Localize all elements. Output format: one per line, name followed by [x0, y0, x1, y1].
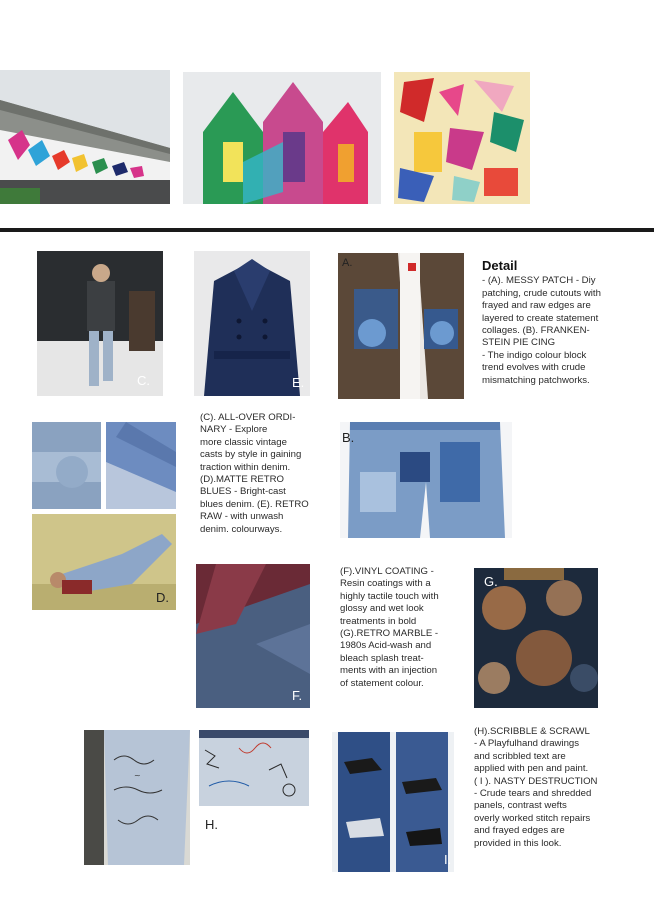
detail-line-4: layered to create statement — [482, 312, 599, 324]
scribble-text-block — [474, 726, 604, 850]
denim-swatch-right — [106, 422, 176, 509]
vinyl-line-7: 1980s Acid-wash and — [340, 640, 432, 652]
image-label-b: B. — [342, 430, 355, 445]
scribble-line-2: - A Playfulhand drawings — [474, 738, 580, 750]
scribble-line-6: - Crude tears and shredded — [474, 788, 592, 800]
detail-line-1: - (A). MESSY PATCH - Diy — [482, 275, 596, 287]
vinyl-line-3: highly tactile touch with — [340, 590, 439, 602]
vinyl-text-block — [340, 566, 460, 690]
detail-line-3: frayed and raw edges are — [482, 300, 591, 312]
detail-line-6: STEIN PIE CING — [482, 337, 556, 349]
vinyl-line-9: ments with an injection — [340, 665, 438, 677]
scribble-line-8: overly worked stitch repairs — [474, 812, 591, 824]
svg-text:~: ~ — [134, 771, 141, 780]
image-label-e: E. — [292, 375, 305, 390]
overdye-line-10: denim. colourways. — [200, 523, 283, 535]
image-label-c: C. — [137, 373, 150, 388]
scribble-line-3: and scribbled text are — [474, 750, 566, 762]
image-label-d: D. — [156, 590, 169, 605]
scribbled-jacket-photo — [84, 730, 190, 865]
doodle-denim-photo — [199, 730, 309, 806]
reclining-figure-photo — [32, 514, 176, 610]
overdye-line-3: more classic vintage — [200, 436, 287, 448]
vinyl-coated-fabric-photo — [196, 564, 310, 708]
detail-line-5: collages. (B). FRANKEN- — [482, 325, 590, 337]
abstract-collage-art — [394, 72, 530, 204]
overdye-line-5: traction within denim. — [200, 461, 291, 473]
image-label-g: G. — [484, 574, 498, 589]
overdye-line-6: (D).MATTE RETRO — [200, 474, 285, 486]
detail-heading: Detail — [482, 258, 518, 273]
overdye-line-8: blues denim. (E). RETRO — [200, 498, 309, 510]
patchwork-jeans-photo — [340, 422, 512, 538]
image-label-h: H. — [205, 817, 218, 832]
runway-model-photo — [37, 251, 163, 396]
overdye-line-2: NARY - Explore — [200, 424, 268, 436]
vinyl-line-1: (F).VINYL COATING - — [340, 566, 434, 577]
navy-trench-coat-photo — [194, 251, 310, 396]
colorful-wall-photo — [0, 70, 170, 204]
overdye-line-1: (C). ALL-OVER ORDI- — [200, 412, 296, 423]
scribble-line-9: and frayed edges are — [474, 825, 565, 837]
detail-text-block — [482, 260, 632, 387]
patched-blazer-photo — [338, 253, 464, 399]
denim-swatch-left — [32, 422, 101, 509]
image-label-a: A. — [342, 257, 353, 269]
scribble-line-5: ( I ). NASTY DESTRUCTION — [474, 775, 598, 787]
overdye-line-4: casts by style in gaining — [200, 449, 302, 461]
detail-line-8: trend evolves with crude — [482, 362, 586, 374]
painted-church-photo — [183, 72, 381, 204]
vinyl-line-10: of statement colour. — [340, 677, 424, 689]
detail-line-2: patching, crude cutouts with — [482, 287, 601, 299]
vinyl-line-4: glossy and wet look — [340, 603, 424, 615]
section-divider — [0, 228, 654, 232]
vinyl-line-2: Resin coatings with a — [340, 578, 431, 590]
detail-line-7: - The indigo colour block — [482, 349, 587, 361]
marble-wash-denim-photo — [474, 568, 598, 708]
scribble-line-1: (H).SCRIBBLE & SCRAWL — [474, 726, 590, 737]
vinyl-line-8: bleach splash treat- — [340, 652, 424, 664]
image-label-i: I. — [444, 852, 452, 867]
scribble-line-7: panels, contrast wefts — [474, 800, 567, 812]
distressed-jeans-photo — [332, 732, 454, 872]
scribble-line-10: provided in this look. — [474, 837, 562, 849]
vinyl-line-6: (G).RETRO MARBLE - — [340, 628, 439, 640]
vinyl-line-5: treatments in bold — [340, 615, 417, 627]
overdye-line-7: BLUES - Bright-cast — [200, 486, 286, 498]
overdye-line-9: RAW - with unwash — [200, 511, 284, 523]
detail-line-9: mismatching patchworks. — [482, 374, 590, 386]
overdye-text-block — [200, 412, 320, 536]
scribble-line-4: applied with pen and paint. — [474, 763, 589, 775]
image-label-f: F. — [292, 688, 303, 703]
